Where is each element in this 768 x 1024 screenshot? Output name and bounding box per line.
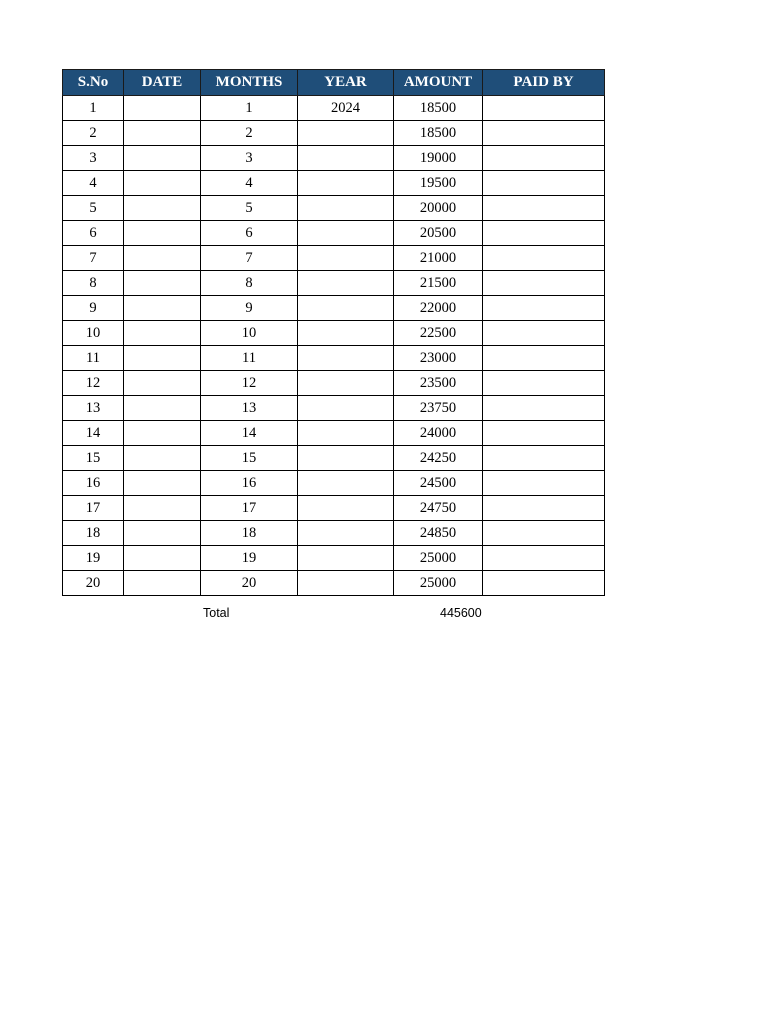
table-row [63, 371, 605, 396]
cell-months: 19 [201, 546, 298, 571]
cell-date[interactable] [124, 196, 201, 221]
cell-sno: 13 [63, 396, 124, 421]
cell-months: 14 [201, 421, 298, 446]
cell-paid-by[interactable] [483, 346, 605, 371]
cell-amount: 25000 [394, 571, 483, 596]
cell-date[interactable] [124, 121, 201, 146]
cell-sno: 18 [63, 521, 124, 546]
table-row [63, 271, 605, 296]
cell-months: 5 [201, 196, 298, 221]
cell-months: 3 [201, 146, 298, 171]
header-amount: AMOUNT [394, 70, 483, 96]
cell-year [298, 296, 394, 321]
cell-months: 16 [201, 471, 298, 496]
cell-year [298, 496, 394, 521]
cell-year [298, 121, 394, 146]
cell-date[interactable] [124, 396, 201, 421]
cell-amount: 24850 [394, 521, 483, 546]
cell-amount: 19000 [394, 146, 483, 171]
cell-year [298, 396, 394, 421]
cell-date[interactable] [124, 496, 201, 521]
table-row [63, 571, 605, 596]
total-label: Total [203, 606, 230, 620]
cell-amount: 23500 [394, 371, 483, 396]
cell-sno: 6 [63, 221, 124, 246]
cell-months: 12 [201, 371, 298, 396]
table-row [63, 546, 605, 571]
cell-year [298, 446, 394, 471]
cell-paid-by[interactable] [483, 146, 605, 171]
cell-sno: 7 [63, 246, 124, 271]
table-row [63, 421, 605, 446]
cell-year [298, 521, 394, 546]
cell-sno: 14 [63, 421, 124, 446]
cell-year [298, 171, 394, 196]
cell-date[interactable] [124, 296, 201, 321]
cell-months: 20 [201, 571, 298, 596]
cell-sno: 20 [63, 571, 124, 596]
cell-sno: 5 [63, 196, 124, 221]
cell-months: 11 [201, 346, 298, 371]
cell-paid-by[interactable] [483, 471, 605, 496]
cell-year [298, 246, 394, 271]
cell-year [298, 196, 394, 221]
cell-year [298, 146, 394, 171]
cell-months: 7 [201, 246, 298, 271]
cell-sno: 10 [63, 321, 124, 346]
cell-paid-by[interactable] [483, 96, 605, 121]
cell-amount: 24250 [394, 446, 483, 471]
cell-months: 18 [201, 521, 298, 546]
cell-year [298, 371, 394, 396]
cell-year [298, 421, 394, 446]
table-row [63, 171, 605, 196]
header-months: MONTHS [201, 70, 298, 96]
cell-amount: 24000 [394, 421, 483, 446]
cell-date[interactable] [124, 371, 201, 396]
header-sno: S.No [63, 70, 124, 96]
header-year: YEAR [298, 70, 394, 96]
cell-date[interactable] [124, 546, 201, 571]
cell-amount: 24500 [394, 471, 483, 496]
cell-paid-by[interactable] [483, 271, 605, 296]
cell-amount: 20500 [394, 221, 483, 246]
cell-date[interactable] [124, 346, 201, 371]
table-row [63, 121, 605, 146]
cell-paid-by[interactable] [483, 221, 605, 246]
cell-months: 9 [201, 296, 298, 321]
cell-date[interactable] [124, 146, 201, 171]
table-row [63, 196, 605, 221]
cell-year [298, 471, 394, 496]
table-row [63, 321, 605, 346]
table-row [63, 396, 605, 421]
cell-amount: 18500 [394, 121, 483, 146]
cell-date[interactable] [124, 446, 201, 471]
cell-amount: 21000 [394, 246, 483, 271]
cell-sno: 16 [63, 471, 124, 496]
cell-paid-by[interactable] [483, 396, 605, 421]
cell-sno: 8 [63, 271, 124, 296]
table-row [63, 471, 605, 496]
cell-paid-by[interactable] [483, 546, 605, 571]
cell-paid-by[interactable] [483, 421, 605, 446]
cell-year [298, 271, 394, 296]
cell-months: 17 [201, 496, 298, 521]
cell-months: 13 [201, 396, 298, 421]
header-date: DATE [124, 70, 201, 96]
table-row [63, 521, 605, 546]
cell-paid-by[interactable] [483, 521, 605, 546]
cell-paid-by[interactable] [483, 496, 605, 521]
cell-months: 10 [201, 321, 298, 346]
cell-amount: 23000 [394, 346, 483, 371]
cell-date[interactable] [124, 246, 201, 271]
cell-year [298, 346, 394, 371]
header-paid-by: PAID BY [483, 70, 605, 96]
cell-year [298, 221, 394, 246]
total-value: 445600 [440, 606, 482, 620]
cell-date[interactable] [124, 171, 201, 196]
header-row [63, 70, 605, 96]
cell-date[interactable] [124, 471, 201, 496]
table-row [63, 296, 605, 321]
cell-amount: 22500 [394, 321, 483, 346]
cell-paid-by[interactable] [483, 371, 605, 396]
cell-sno: 11 [63, 346, 124, 371]
cell-date[interactable] [124, 521, 201, 546]
cell-paid-by[interactable] [483, 196, 605, 221]
cell-amount: 25000 [394, 546, 483, 571]
cell-paid-by[interactable] [483, 296, 605, 321]
cell-months: 6 [201, 221, 298, 246]
cell-sno: 9 [63, 296, 124, 321]
cell-months: 4 [201, 171, 298, 196]
cell-paid-by[interactable] [483, 446, 605, 471]
cell-date[interactable] [124, 271, 201, 296]
cell-sno: 19 [63, 546, 124, 571]
cell-paid-by[interactable] [483, 121, 605, 146]
cell-year: 2024 [298, 96, 394, 121]
table-row [63, 96, 605, 121]
cell-paid-by[interactable] [483, 246, 605, 271]
cell-months: 2 [201, 121, 298, 146]
payment-table [62, 69, 605, 596]
cell-amount: 22000 [394, 296, 483, 321]
cell-amount: 20000 [394, 196, 483, 221]
cell-amount: 21500 [394, 271, 483, 296]
table-row [63, 446, 605, 471]
cell-year [298, 321, 394, 346]
cell-year [298, 546, 394, 571]
cell-months: 8 [201, 271, 298, 296]
table-row [63, 246, 605, 271]
cell-sno: 12 [63, 371, 124, 396]
cell-amount: 18500 [394, 96, 483, 121]
cell-sno: 3 [63, 146, 124, 171]
cell-date[interactable] [124, 321, 201, 346]
cell-amount: 19500 [394, 171, 483, 196]
cell-paid-by[interactable] [483, 321, 605, 346]
cell-date[interactable] [124, 96, 201, 121]
table-row [63, 221, 605, 246]
cell-sno: 15 [63, 446, 124, 471]
cell-amount: 23750 [394, 396, 483, 421]
cell-sno: 4 [63, 171, 124, 196]
cell-months: 1 [201, 96, 298, 121]
cell-sno: 17 [63, 496, 124, 521]
cell-year [298, 571, 394, 596]
cell-date[interactable] [124, 221, 201, 246]
cell-paid-by[interactable] [483, 171, 605, 196]
cell-sno: 1 [63, 96, 124, 121]
table-row [63, 146, 605, 171]
cell-date[interactable] [124, 571, 201, 596]
cell-paid-by[interactable] [483, 571, 605, 596]
cell-amount: 24750 [394, 496, 483, 521]
table-row [63, 346, 605, 371]
table-row [63, 496, 605, 521]
cell-months: 15 [201, 446, 298, 471]
cell-date[interactable] [124, 421, 201, 446]
cell-sno: 2 [63, 121, 124, 146]
